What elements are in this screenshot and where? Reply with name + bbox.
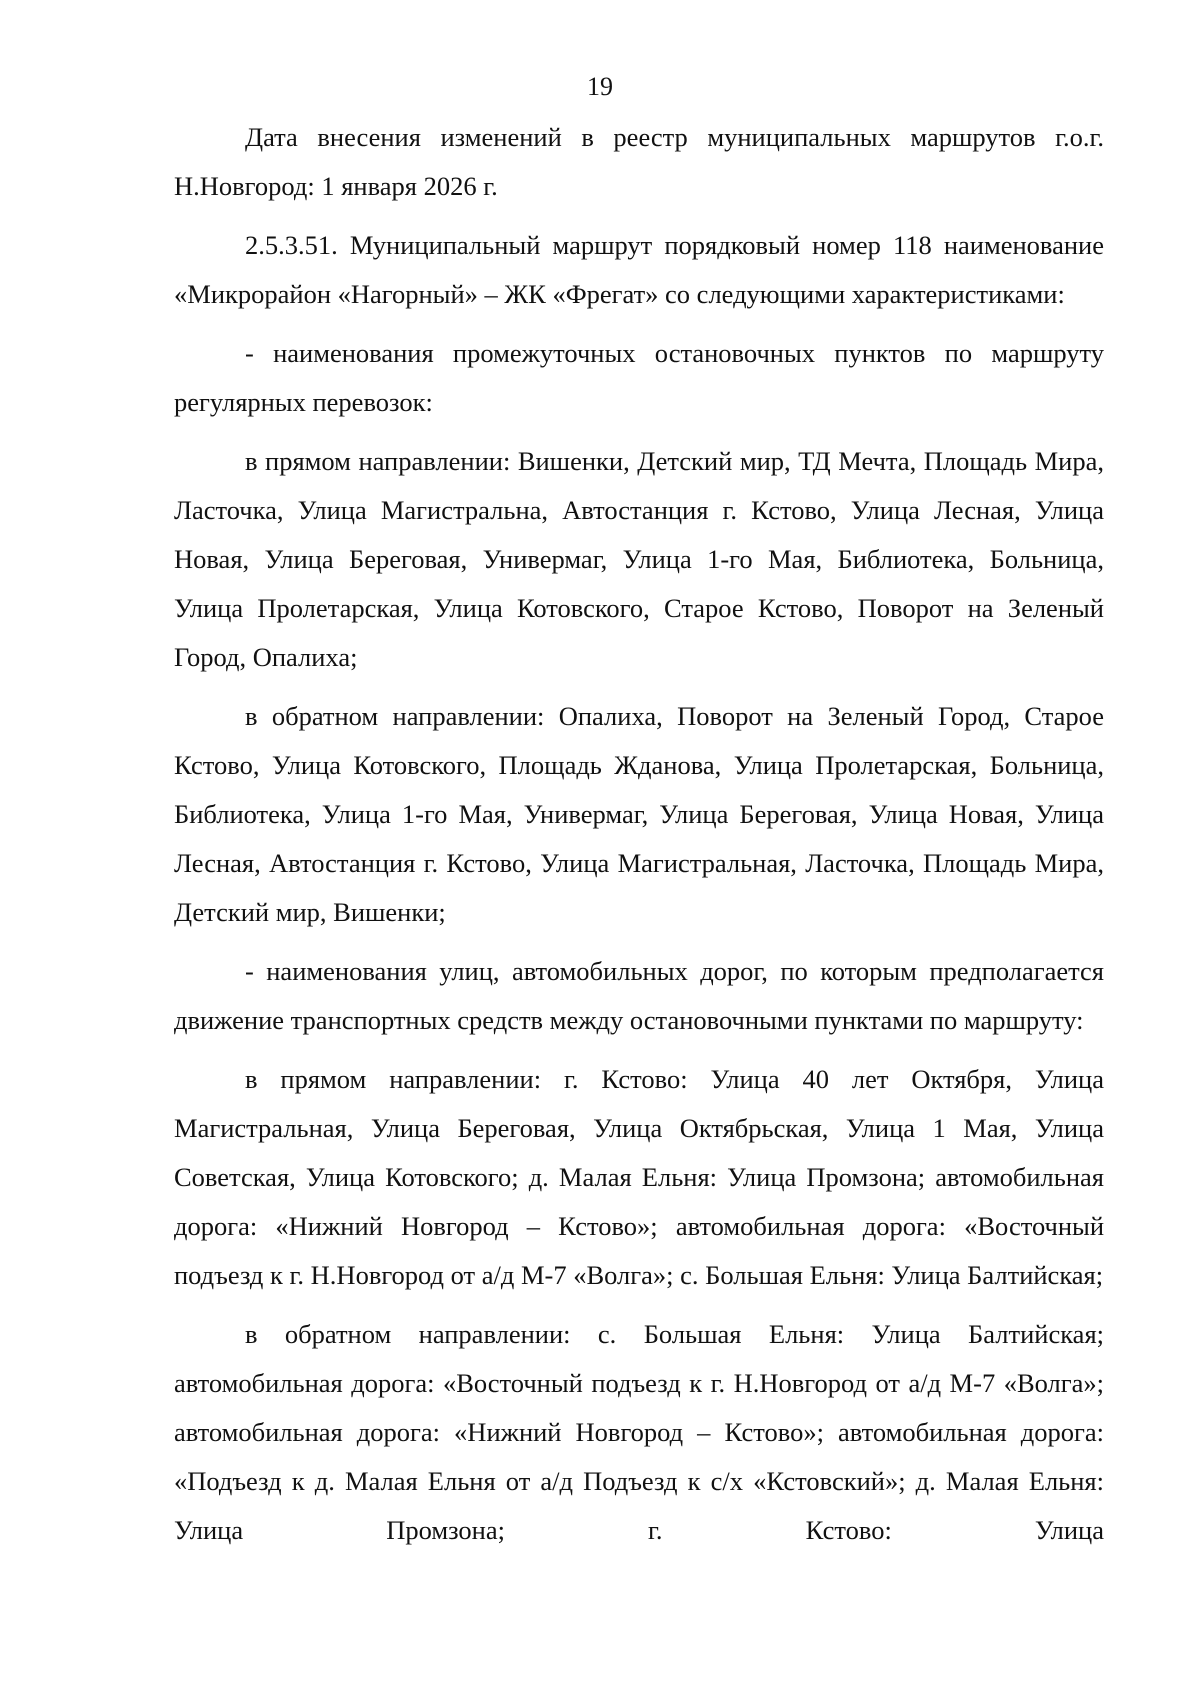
paragraph-stops-forward: в прямом направлении: Вишенки, Детский мир, ТД Мечта, Площадь Мира, Ласточка, Улица Магистральна, Автостанция г. Кстово, Улица Лесная, Улица Новая, Улица Береговая, Универмаг, Улица 1-го Мая, Библиотека, Больница, Улица Пролетарская, Улица Котовского, Старое Кстово, Поворот на Зеленый Город, Опалиха;	[174, 446, 1104, 672]
paragraph-streets-heading: - наименования улиц, автомобильных дорог, по которым предполагается движение транспортных средств между остановочными пунктами по маршруту:	[174, 956, 1104, 1035]
paragraph-stops-heading: - наименования промежуточных остановочных пунктов по маршруту регулярных перевозок:	[174, 338, 1104, 417]
paragraph-stops-reverse: в обратном направлении: Опалиха, Поворот на Зеленый Город, Старое Кстово, Улица Котовского, Площадь Жданова, Улица Пролетарская, Больница, Библиотека, Улица 1-го Мая, Универмаг, Улица Береговая, Улица Новая, Улица Лесная, Автостанция г. Кстово, Улица Магистральная, Ласточка, Площадь Мира, Детский мир, Вишенки;	[174, 701, 1104, 927]
paragraph-streets-reverse: в обратном направлении: с. Большая Ельня: Улица Балтийская; автомобильная дорога: «Восточный подъезд к г. Н.Новгород от а/д М-7 «Волга»; автомобильная дорога: «Нижний Новгород – Кстово»; автомобильная дорога: «Подъезд к д. Малая Ельня от а/д Подъезд к с/х «Кстовский»; д. Малая Ельня: Улица Промзона; г. Кстово: Улица	[174, 1319, 1104, 1545]
paragraph-streets-forward: в прямом направлении: г. Кстово: Улица 40 лет Октября, Улица Магистральная, Улица Береговая, Улица Октябрьская, Улица 1 Мая, Улица Советская, Улица Котовского; д. Малая Ельня: Улица Промзона; автомобильная дорога: «Нижний Новгород – Кстово»; автомобильная дорога: «Восточный подъезд к г. Н.Новгород от а/д М-7 «Волга»; с. Большая Ельня: Улица Балтийская;	[174, 1064, 1104, 1290]
paragraph-registry-change-date: Дата внесения изменений в реестр муниципальных маршрутов г.о.г. Н.Новгород: 1 января 2026 г.	[174, 122, 1104, 201]
paragraph-route-118-heading: 2.5.3.51. Муниципальный маршрут порядковый номер 118 наименование «Микрорайон «Нагорный» – ЖК «Фрегат» со следующими характеристиками:	[174, 230, 1104, 309]
page-number: 19	[587, 72, 613, 101]
document-body	[174, 113, 1104, 1565]
